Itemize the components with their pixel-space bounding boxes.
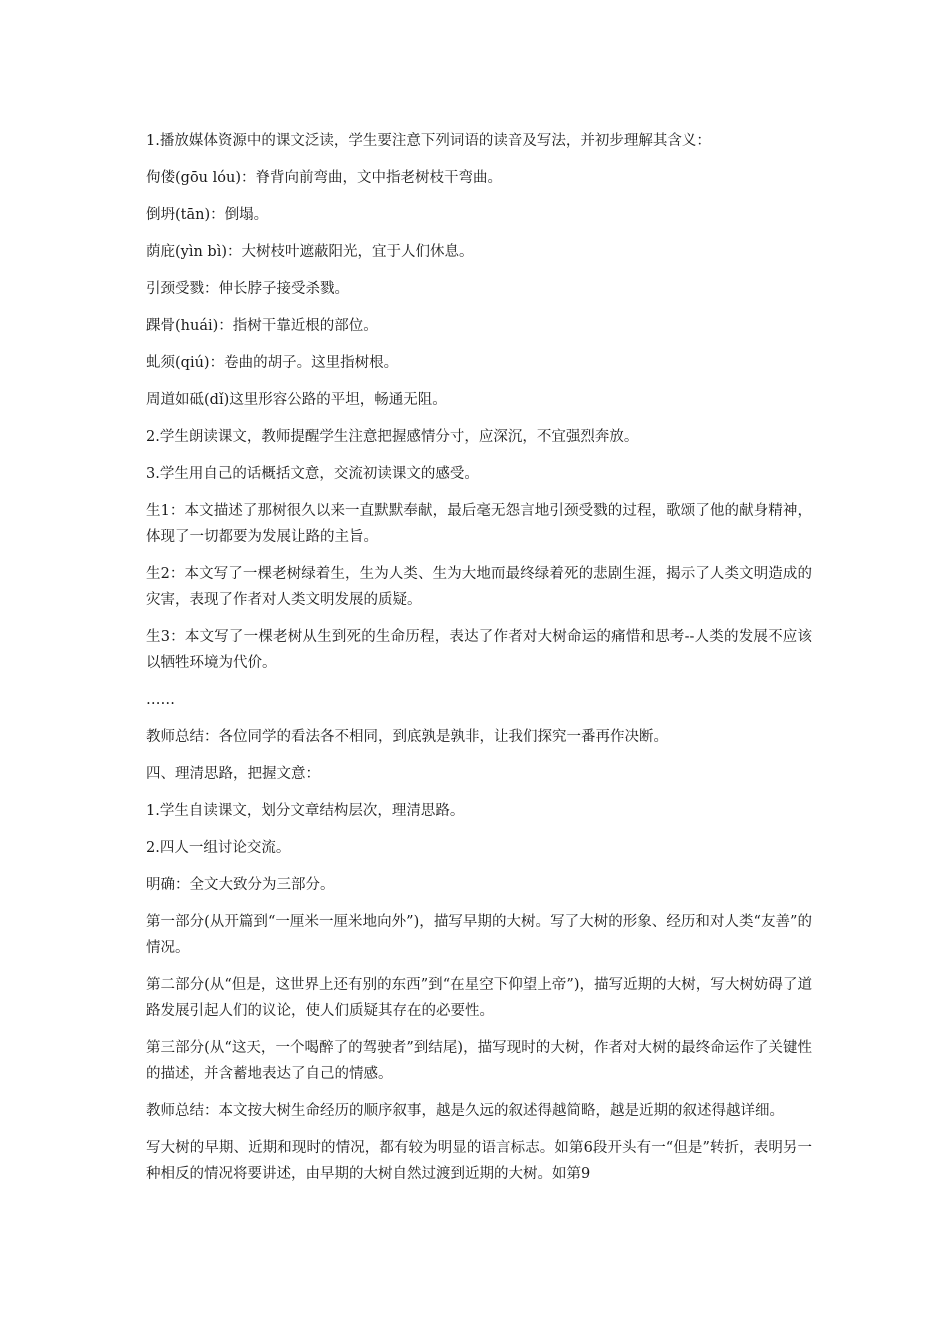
instruction-paragraph-1: 1.播放媒体资源中的课文泛读，学生要注意下列词语的读音及写法，并初步理解其含义： bbox=[146, 133, 711, 149]
vocab-huaigu: 踝骨(huái)：指树干靠近根的部位。 bbox=[146, 318, 378, 334]
vocab-qiuxu: 虬须(qiú)：卷曲的胡子。这里指树根。 bbox=[146, 355, 399, 371]
ellipsis: …… bbox=[146, 692, 175, 708]
vocab-zhoudaorudi: 周道如砥(dǐ)这里形容公路的平坦，畅通无阻。 bbox=[146, 392, 447, 408]
instruction-paragraph-3: 3.学生用自己的话概括文意，交流初读课文的感受。 bbox=[146, 466, 479, 482]
instruction-paragraph-2: 2.学生朗读课文，教师提醒学生注意把握感情分寸，应深沉，不宜强烈奔放。 bbox=[146, 429, 639, 445]
step-1: 1.学生自读课文，划分文章结构层次，理清思路。 bbox=[146, 803, 465, 819]
section-heading-4: 四、理清思路，把握文意： bbox=[146, 766, 320, 782]
part-two: 第二部分(从“但是，这世界上还有别的东西”到“在星空下仰望上帝”)，描写近期的大树，写大树妨碍了道路发展引起人们的议论，使人们质疑其存在的必要性。 bbox=[146, 977, 812, 1019]
teacher-summary-1: 教师总结：各位同学的看法各不相同，到底孰是孰非，让我们探究一番再作决断。 bbox=[146, 729, 668, 745]
language-markers: 写大树的早期、近期和现时的情况，都有较为明显的语言标志。如第6段开头有一“但是”转折，表明另一种相反的情况将要讲述，由早期的大树自然过渡到近期的大树。如第9 bbox=[146, 1140, 812, 1182]
document-body bbox=[146, 128, 812, 1198]
vocab-yinjingshoulu: 引颈受戮：伸长脖子接受杀戮。 bbox=[146, 281, 349, 297]
vocab-daotan: 倒坍(tān)：倒塌。 bbox=[146, 207, 269, 223]
student-answer-3: 生3：本文写了一棵老树从生到死的生命历程，表达了作者对大树命运的痛惜和思考--人类的发展不应该以牺牲环境为代价。 bbox=[146, 629, 812, 671]
step-2: 2.四人一组讨论交流。 bbox=[146, 840, 291, 856]
student-answer-1: 生1：本文描述了那树很久以来一直默默奉献，最后毫无怨言地引颈受戮的过程，歌颂了他的献身精神，体现了一切都要为发展让路的主旨。 bbox=[146, 503, 812, 545]
clarification: 明确：全文大致分为三部分。 bbox=[146, 877, 335, 893]
teacher-summary-2: 教师总结：本文按大树生命经历的顺序叙事，越是久远的叙述得越简略，越是近期的叙述得越详细。 bbox=[146, 1103, 784, 1119]
vocab-yinbi: 荫庇(yìn bì)：大树枝叶遮蔽阳光，宜于人们休息。 bbox=[146, 244, 474, 260]
student-answer-2: 生2：本文写了一棵老树绿着生，生为人类、生为大地而最终绿着死的悲剧生涯，揭示了人类文明造成的灾害，表现了作者对人类文明发展的质疑。 bbox=[146, 566, 812, 608]
vocab-goulou: 佝偻(gōu lóu)：脊背向前弯曲，文中指老树枝干弯曲。 bbox=[146, 170, 502, 186]
part-one: 第一部分(从开篇到“一厘米一厘米地向外”)，描写早期的大树。写了大树的形象、经历和对人类“友善”的情况。 bbox=[146, 914, 812, 956]
part-three: 第三部分(从“这天，一个喝醉了的驾驶者”到结尾)，描写现时的大树，作者对大树的最终命运作了关键性的描述，并含蓄地表达了自己的情感。 bbox=[146, 1040, 812, 1082]
